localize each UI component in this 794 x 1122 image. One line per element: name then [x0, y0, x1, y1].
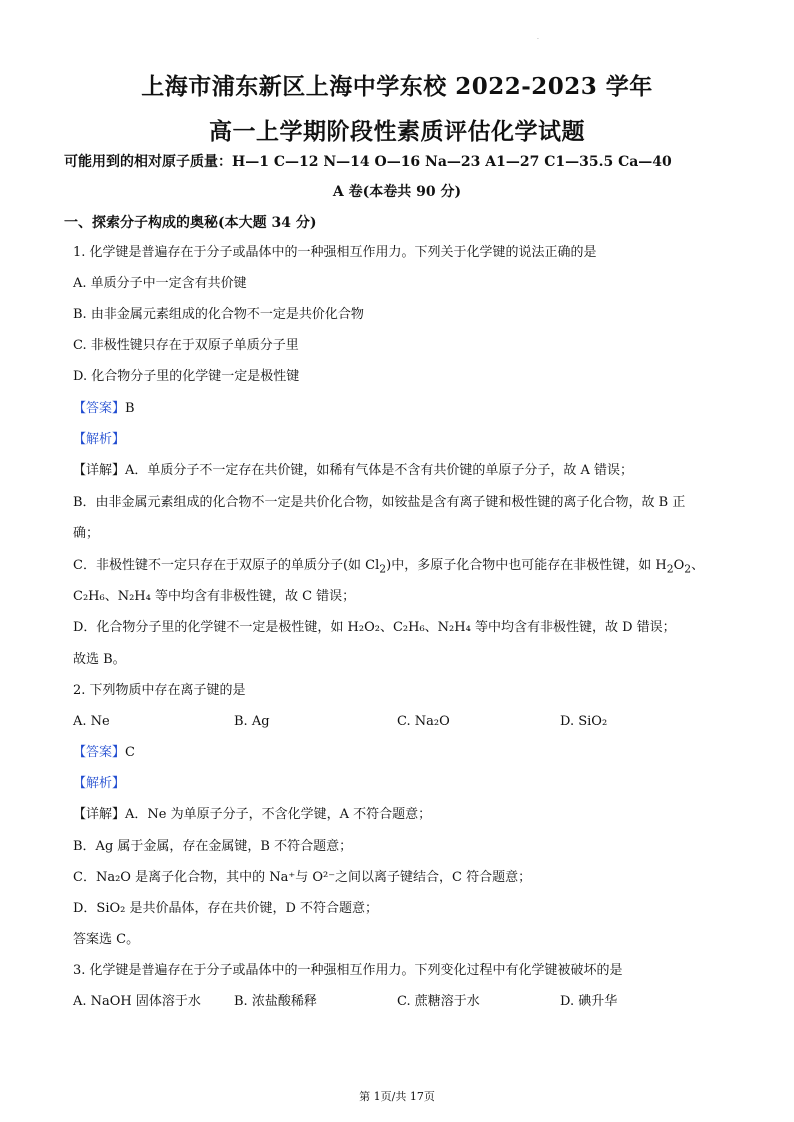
q2-option-c: C. Na₂O [397, 714, 450, 729]
q2-analysis-tag: 【解析】 [73, 776, 126, 791]
detail-tag: 【详解】 [73, 463, 126, 478]
q1-detail-b2: 确； [73, 526, 100, 541]
q1-answer [73, 399, 733, 419]
q3-stem: 3. 化学键是普遍存在于分子或晶体中的一种强相互作用力。下列变化过程中有化学键被破坏的是 [73, 963, 623, 978]
q2-conclusion: 答案选 C。 [73, 932, 140, 947]
q3-option-b: B. 浓盐酸稀释 [234, 994, 317, 1009]
title-line-2: 高一上学期阶段性素质评估化学试题 [209, 118, 585, 145]
q1-detail-c1 [73, 556, 733, 580]
q3-option-c: C. 蔗糖溶于水 [397, 994, 480, 1009]
q2-detail-a [73, 805, 733, 825]
q1-detail-c2: C₂H₆、N₂H₄ 等中均含有非极性键，故 C 错误； [73, 589, 356, 604]
q2-stem: 2. 下列物质中存在离子键的是 [73, 683, 246, 698]
corner-dot: . [537, 34, 539, 41]
subscript: 2 [666, 562, 674, 576]
q2-detail-c: C．Na₂O 是离子化合物，其中的 Na⁺与 O²⁻之间以离子键结合，C 符合题意； [73, 870, 532, 885]
q2-detail-b: B．Ag 属于金属，存在金属键，B 不符合题意； [73, 839, 353, 854]
q2-option-a: A. Ne [73, 714, 110, 729]
title-line-1: 上海市浦东新区上海中学东校 2022-2023 学年 [141, 73, 653, 100]
answer-tag: 【答案】 [73, 745, 126, 760]
answer-tag: 【答案】 [73, 401, 126, 416]
detail-text: A．单质分子不一定存在共价键，如稀有气体是不含有共价键的单原子分子，故 A 错误； [125, 463, 634, 478]
q2-option-d: D. SiO₂ [560, 714, 608, 729]
q2-option-b: B. Ag [234, 714, 270, 729]
q1-detail-a [73, 461, 733, 481]
detail-text: A．Ne 为单原子分子，不含化学键，A 不符合题意； [125, 807, 432, 822]
q1-option-b: B. 由非金属元素组成的化合物不一定是共价化合物 [73, 307, 364, 322]
text: )中，多原子化合物中也可能存在非极性键，如 H [386, 558, 667, 573]
detail-tag: 【详解】 [73, 807, 126, 822]
q1-conclusion: 故选 B。 [73, 652, 126, 667]
answer-value: B [125, 401, 135, 416]
subscript: 2 [379, 562, 387, 576]
q2-answer [73, 743, 733, 763]
text: C．非极性键不一定只存在于双原子的单质分子(如 Cl [73, 558, 380, 573]
text: O [673, 558, 685, 573]
q1-option-d: D. 化合物分子里的化学键一定是极性键 [73, 369, 300, 384]
atomic-masses: 可能用到的相对原子质量：H—1 C—12 N—14 O—16 Na—23 A1—27 C1—35.5 Ca—40 [64, 154, 672, 170]
q1-option-a: A. 单质分子中一定含有共价键 [73, 276, 247, 291]
q3-option-d: D. 碘升华 [560, 994, 618, 1009]
text: 、 [691, 558, 705, 573]
q1-option-c: C. 非极性键只存在于双原子单质分子里 [73, 338, 299, 353]
volume-a-heading: A 卷(本卷共 90 分) [332, 184, 462, 200]
q2-detail-d: D．SiO₂ 是共价晶体，存在共价键，D 不符合题意； [73, 901, 379, 916]
section-heading: 一、探索分子构成的奥秘(本大题 34 分) [64, 215, 317, 231]
q1-detail-b1: B．由非金属元素组成的化合物不一定是共价化合物，如铵盐是含有离子键和极性键的离子化合物，故 B 正 [73, 495, 686, 510]
q1-stem: 1. 化学键是普遍存在于分子或晶体中的一种强相互作用力。下列关于化学键的说法正确的是 [73, 245, 597, 260]
q1-detail-d: D．化合物分子里的化学键不一定是极性键，如 H₂O₂、C₂H₆、N₂H₄ 等中均含有非极性键，故 D 错误； [73, 620, 676, 635]
q3-option-a: A. NaOH 固体溶于水 [73, 994, 201, 1009]
q1-analysis-tag: 【解析】 [73, 432, 126, 447]
answer-value: C [125, 745, 135, 760]
subscript: 2 [684, 562, 692, 576]
page-footer: 第 1页/共 17页 [359, 1090, 435, 1103]
